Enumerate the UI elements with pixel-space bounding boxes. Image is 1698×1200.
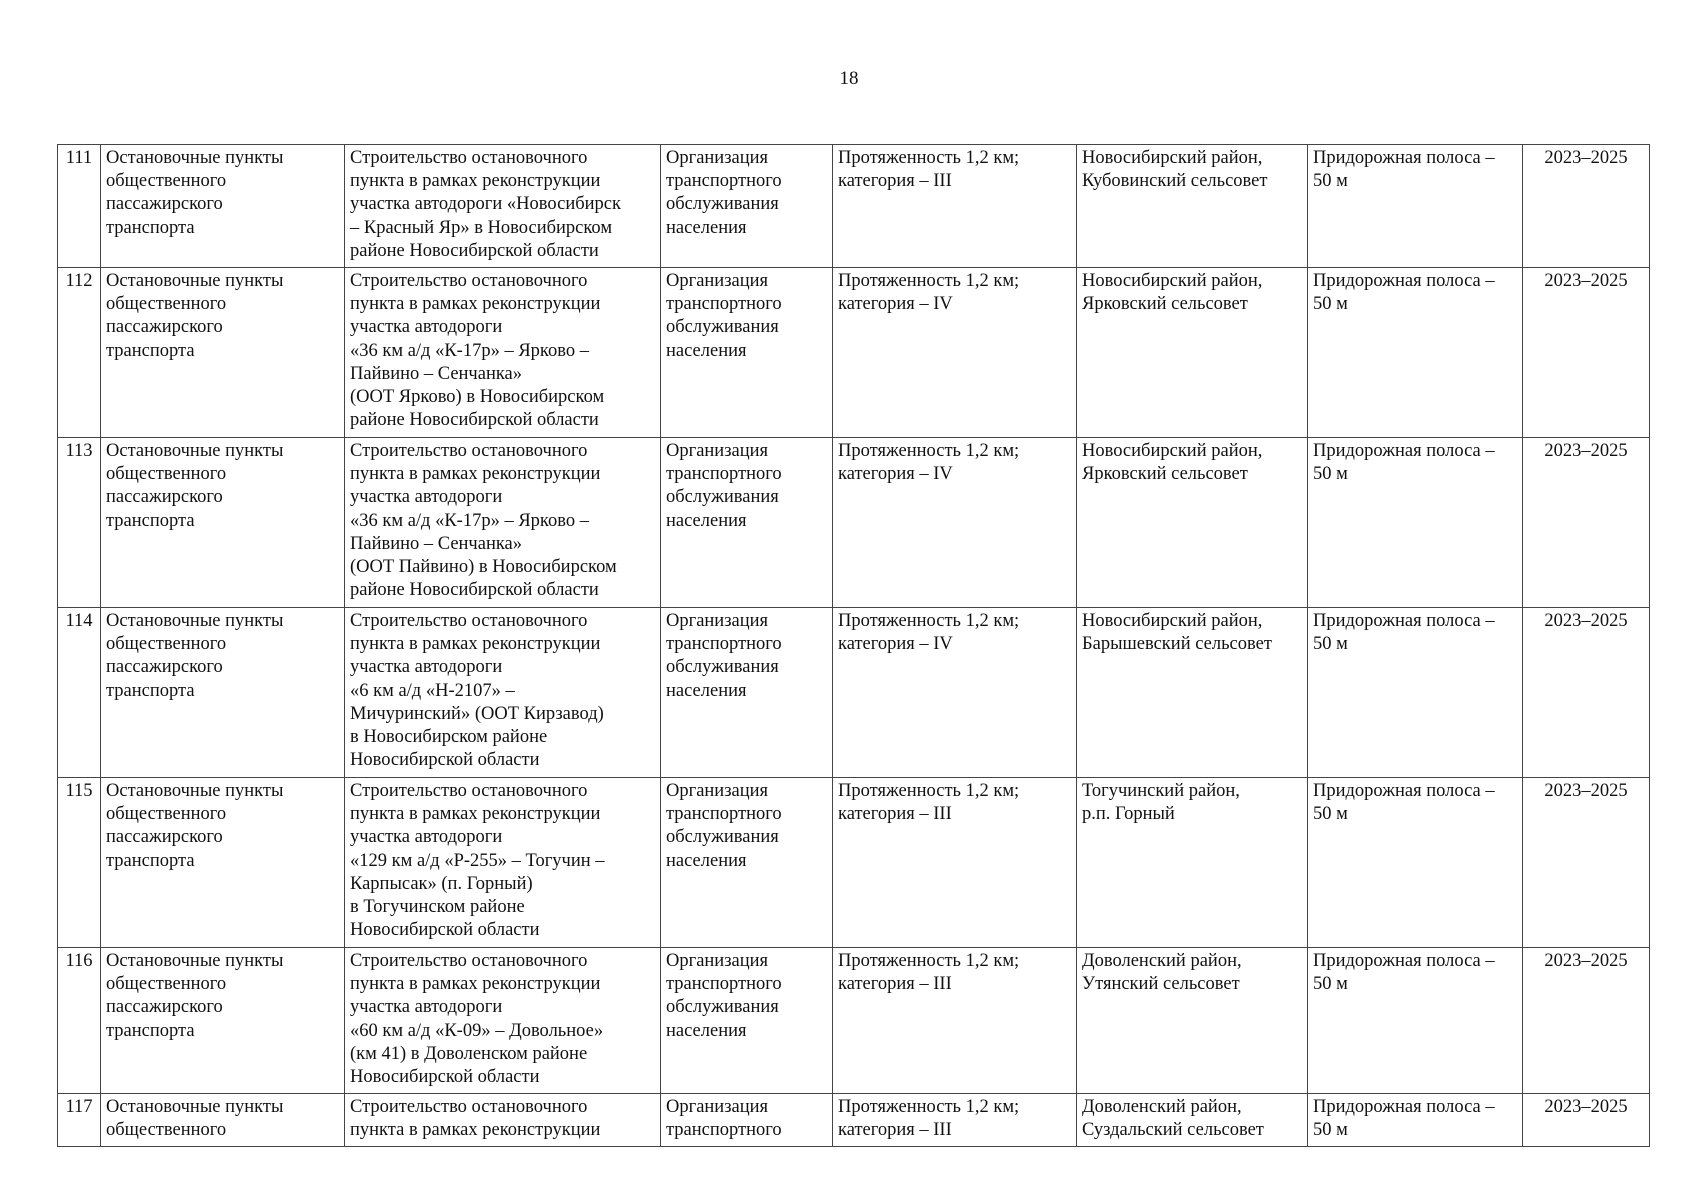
object-name-cell: Остановочные пункты общественного пассажирского транспорта	[101, 948, 345, 1094]
zone-cell: Придорожная полоса – 50 м	[1308, 1094, 1523, 1147]
zone-cell: Придорожная полоса – 50 м	[1308, 778, 1523, 948]
years-cell: 2023–2025	[1523, 268, 1650, 438]
years-cell: 2023–2025	[1523, 438, 1650, 608]
location-cell: Тогучинский район, р.п. Горный	[1077, 778, 1308, 948]
description-cell: Строительство остановочного пункта в рамках реконструкции участка автодороги «Новосибирск – Красный Яр» в Новосибирском районе Новосибирской области	[345, 145, 661, 268]
years-cell: 2023–2025	[1523, 948, 1650, 1094]
characteristics-cell: Протяженность 1,2 км; категория – III	[833, 778, 1077, 948]
years-cell: 2023–2025	[1523, 778, 1650, 948]
zone-cell: Придорожная полоса – 50 м	[1308, 608, 1523, 778]
location-cell: Новосибирский район, Ярковский сельсовет	[1077, 268, 1308, 438]
location-cell: Доволенский район, Утянский сельсовет	[1077, 948, 1308, 1094]
characteristics-cell: Протяженность 1,2 км; категория – III	[833, 948, 1077, 1094]
object-name-cell: Остановочные пункты общественного пассажирского транспорта	[101, 438, 345, 608]
location-cell: Новосибирский район, Кубовинский сельсовет	[1077, 145, 1308, 268]
characteristics-cell: Протяженность 1,2 км; категория – IV	[833, 268, 1077, 438]
planned-objects-table	[57, 144, 1650, 1147]
object-name-cell: Остановочные пункты общественного	[101, 1094, 345, 1147]
description-cell: Строительство остановочного пункта в рамках реконструкции	[345, 1094, 661, 1147]
row-number: 117	[58, 1094, 101, 1147]
table-row	[58, 1094, 1650, 1147]
object-name-cell: Остановочные пункты общественного пассажирского транспорта	[101, 145, 345, 268]
row-number: 113	[58, 438, 101, 608]
zone-cell: Придорожная полоса – 50 м	[1308, 145, 1523, 268]
description-cell: Строительство остановочного пункта в рамках реконструкции участка автодороги «60 км а/д «К-09» – Довольное» (км 41) в Доволенском районе Новосибирской области	[345, 948, 661, 1094]
row-number: 112	[58, 268, 101, 438]
row-number: 116	[58, 948, 101, 1094]
row-number: 111	[58, 145, 101, 268]
purpose-cell: Организация транспортного обслуживания населения	[661, 145, 833, 268]
zone-cell: Придорожная полоса – 50 м	[1308, 948, 1523, 1094]
characteristics-cell: Протяженность 1,2 км; категория – III	[833, 145, 1077, 268]
years-cell: 2023–2025	[1523, 1094, 1650, 1147]
years-cell: 2023–2025	[1523, 145, 1650, 268]
purpose-cell: Организация транспортного обслуживания населения	[661, 438, 833, 608]
table-row	[58, 948, 1650, 1094]
object-name-cell: Остановочные пункты общественного пассажирского транспорта	[101, 778, 345, 948]
description-cell: Строительство остановочного пункта в рамках реконструкции участка автодороги «36 км а/д «К-17р» – Ярково – Пайвино – Сенчанка» (ООТ Пайвино) в Новосибирском районе Новосибирской области	[345, 438, 661, 608]
characteristics-cell: Протяженность 1,2 км; категория – III	[833, 1094, 1077, 1147]
purpose-cell: Организация транспортного обслуживания населения	[661, 948, 833, 1094]
table-row	[58, 608, 1650, 778]
table-row	[58, 438, 1650, 608]
zone-cell: Придорожная полоса – 50 м	[1308, 268, 1523, 438]
purpose-cell: Организация транспортного обслуживания населения	[661, 778, 833, 948]
table-row	[58, 268, 1650, 438]
years-cell: 2023–2025	[1523, 608, 1650, 778]
location-cell: Новосибирский район, Ярковский сельсовет	[1077, 438, 1308, 608]
location-cell: Доволенский район, Суздальский сельсовет	[1077, 1094, 1308, 1147]
row-number: 114	[58, 608, 101, 778]
purpose-cell: Организация транспортного	[661, 1094, 833, 1147]
object-name-cell: Остановочные пункты общественного пассажирского транспорта	[101, 608, 345, 778]
row-number: 115	[58, 778, 101, 948]
table-row	[58, 778, 1650, 948]
table-row	[58, 145, 1650, 268]
page-number: 18	[839, 68, 859, 89]
characteristics-cell: Протяженность 1,2 км; категория – IV	[833, 438, 1077, 608]
description-cell: Строительство остановочного пункта в рамках реконструкции участка автодороги «6 км а/д «Н-2107» – Мичуринский» (ООТ Кирзавод) в Новосибирском районе Новосибирской области	[345, 608, 661, 778]
characteristics-cell: Протяженность 1,2 км; категория – IV	[833, 608, 1077, 778]
description-cell: Строительство остановочного пункта в рамках реконструкции участка автодороги «129 км а/д «Р-255» – Тогучин – Карпысак» (п. Горный) в Тогучинском районе Новосибирской области	[345, 778, 661, 948]
zone-cell: Придорожная полоса – 50 м	[1308, 438, 1523, 608]
location-cell: Новосибирский район, Барышевский сельсовет	[1077, 608, 1308, 778]
purpose-cell: Организация транспортного обслуживания населения	[661, 608, 833, 778]
purpose-cell: Организация транспортного обслуживания населения	[661, 268, 833, 438]
description-cell: Строительство остановочного пункта в рамках реконструкции участка автодороги «36 км а/д «К-17р» – Ярково – Пайвино – Сенчанка» (ООТ Ярково) в Новосибирском районе Новосибирской области	[345, 268, 661, 438]
object-name-cell: Остановочные пункты общественного пассажирского транспорта	[101, 268, 345, 438]
